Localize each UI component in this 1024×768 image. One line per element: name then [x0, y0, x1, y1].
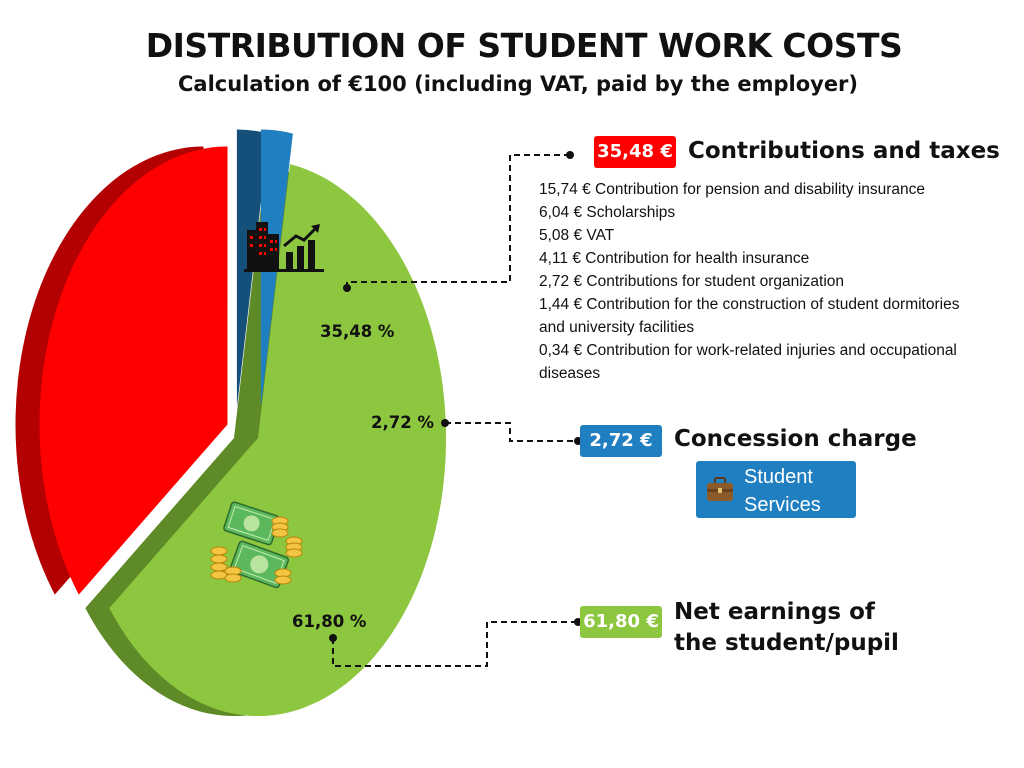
contributions-badge: 35,48 €: [594, 136, 676, 168]
list-item: 6,04 € Scholarships: [539, 204, 676, 221]
list-item: 5,08 € VAT: [539, 227, 615, 244]
student-services-box: [696, 461, 856, 518]
concession-heading: Concession charge: [674, 426, 917, 452]
contributions-breakdown-list: [539, 178, 989, 385]
net-earnings-heading-line2: the student/pupil: [674, 630, 899, 656]
connector-dot: [441, 419, 449, 427]
chart-subtitle: Calculation of €100 (including VAT, paid by the employer): [177, 72, 859, 96]
list-item: 1,44 € Contribution for the construction of student dormitories and university facilities: [539, 296, 960, 336]
connector-dot: [343, 284, 351, 292]
net-earnings-heading-line1: Net earnings of: [674, 599, 875, 625]
briefcase-icon: [706, 477, 734, 503]
student-services-label: Student Services: [744, 466, 821, 516]
connector-dot: [566, 151, 574, 159]
pie-label-concession: 2,72 %: [371, 413, 434, 432]
concession-badge: 2,72 €: [580, 425, 662, 457]
chart-title: DISTRIBUTION OF STUDENT WORK COSTS: [145, 26, 903, 65]
list-item: 2,72 € Contributions for student organization: [539, 273, 845, 290]
connector-dot: [329, 634, 337, 642]
pie-label-contributions: 35,48 %: [320, 322, 395, 341]
connector-concession: [445, 423, 578, 441]
pie-label-net: 61,80 %: [292, 612, 367, 631]
list-item: 0,34 € Contribution for work-related injuries and occupational diseases: [539, 342, 957, 382]
net-earnings-badge: 61,80 €: [580, 606, 662, 638]
list-item: 4,11 € Contribution for health insurance: [539, 250, 810, 267]
list-item: 15,74 € Contribution for pension and disability insurance: [539, 181, 926, 198]
contributions-heading: Contributions and taxes: [688, 138, 1000, 164]
